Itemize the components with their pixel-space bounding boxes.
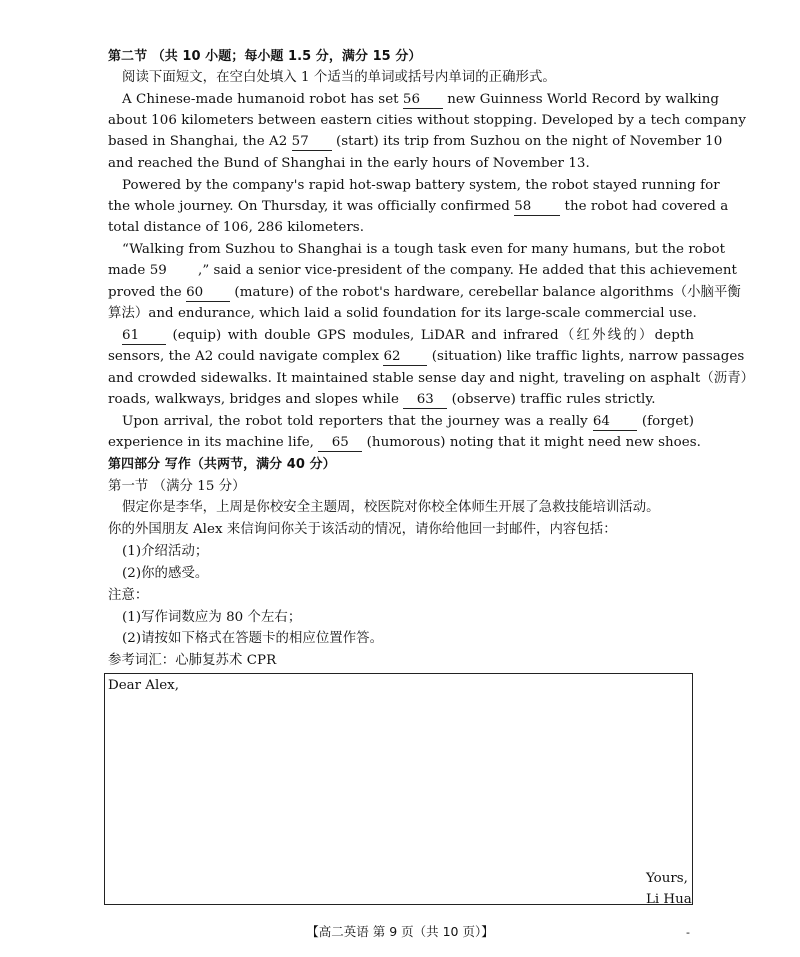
- note-item: (1)写作词数应为 80 个左右；: [122, 610, 302, 625]
- passage-text: ,” said a senior vice-president of the company. He added that this achievement: [198, 263, 737, 278]
- passage-text: the robot had covered a: [564, 199, 729, 214]
- blank-63: 63: [403, 392, 447, 409]
- passage-text: A Chinese-made humanoid robot has set: [122, 92, 399, 107]
- blank-59: 59: [149, 263, 167, 278]
- passage-text: (observe) traffic rules strictly.: [451, 392, 656, 407]
- letter-bottom-rule: [104, 904, 692, 905]
- section-instruction: 阅读下面短文，在空白处填入 1 个适当的单词或括号内单词的正确形式。: [122, 70, 556, 85]
- blank-58: 58: [514, 199, 560, 216]
- passage-text: the whole journey. On Thursday, it was officially confirmed: [108, 199, 510, 214]
- passage-line: [122, 90, 720, 110]
- passage-text: made: [108, 263, 146, 278]
- passage-text: (start) its trip from Suzhou on the night of November 10: [335, 134, 723, 149]
- passage-text: (mature) of the robot's hardware, cerebellar balance algorithms（小脑平衡: [234, 285, 741, 300]
- letter-greeting: Dear Alex,: [108, 678, 179, 693]
- passage-line: [108, 132, 723, 152]
- passage-text: (humorous) noting that it might need new shoes.: [366, 435, 701, 450]
- blank-62: 62: [383, 349, 427, 366]
- passage-line: 算法）and endurance, which laid a solid foundation for its large-scale commercial use.: [108, 306, 697, 321]
- passage-text: new Guinness World Record by walking: [447, 92, 720, 107]
- writing-prompt: 你的外国朋友 Alex 来信询问你关于该活动的情况，请你给他回一封邮件，内容包括：: [108, 522, 617, 537]
- blank-64: 64: [593, 414, 637, 431]
- blank-61: 61: [122, 328, 166, 345]
- passage-text: proved the: [108, 285, 182, 300]
- blank-65: 65: [318, 435, 362, 452]
- passage-line: about 106 kilometers between eastern cities without stopping. Developed by a tech company: [108, 113, 746, 128]
- passage-line: and reached the Bund of Shanghai in the early hours of November 13.: [108, 156, 590, 171]
- letter-answer-box: [104, 673, 693, 905]
- passage-line: and crowded sidewalks. It maintained stable sense day and night, traveling on asphalt（沥青）: [108, 371, 755, 386]
- passage-line: [108, 197, 729, 217]
- passage-text: roads, walkways, bridges and slopes while: [108, 392, 399, 407]
- part-title: 第四部分 写作（共两节，满分 40 分）: [108, 457, 336, 472]
- page-footer: 【高二英语 第 9 页（共 10 页）】: [306, 924, 494, 939]
- passage-line: [108, 347, 745, 367]
- passage-line: [108, 261, 737, 281]
- blank-56: 56: [403, 92, 443, 109]
- note-item: (2)请按如下格式在答题卡的相应位置作答。: [122, 631, 384, 646]
- blank-60: 60: [186, 285, 230, 302]
- passage-text: based in Shanghai, the A2: [108, 134, 288, 149]
- content-item: (2)你的感受。: [122, 566, 209, 581]
- passage-line: Powered by the company's rapid hot-swap battery system, the robot stayed running for: [122, 178, 720, 193]
- blank-57: 57: [292, 134, 332, 151]
- passage-line: [122, 412, 694, 432]
- section-title: 第二节 （共 10 小题；每小题 1.5 分，满分 15 分）: [108, 49, 422, 64]
- corner-mark: -: [686, 926, 690, 939]
- passage-line: [122, 326, 694, 346]
- passage-line: total distance of 106, 286 kilometers.: [108, 220, 365, 235]
- passage-text: Upon arrival, the robot told reporters that the journey was a really: [122, 414, 588, 429]
- note-title: 注意：: [108, 588, 149, 603]
- passage-text: (equip) with double GPS modules, LiDAR and infrared（红外线的）depth: [172, 328, 694, 343]
- passage-text: sensors, the A2 could navigate complex: [108, 349, 380, 364]
- passage-text: experience in its machine life,: [108, 435, 314, 450]
- letter-signature: Li Hua: [646, 892, 692, 907]
- passage-text: (forget): [641, 414, 695, 429]
- vocabulary-hint: 参考词汇：心肺复苏术 CPR: [108, 653, 277, 668]
- passage-line: [108, 433, 701, 453]
- writing-prompt: 假定你是李华，上周是你校安全主题周，校医院对你校全体师生开展了急救技能培训活动。: [122, 500, 660, 515]
- content-item: (1)介绍活动；: [122, 544, 209, 559]
- passage-line: [108, 283, 741, 303]
- passage-line: “Walking from Suzhou to Shanghai is a tough task even for many humans, but the robot: [122, 242, 726, 257]
- passage-text: (situation) like traffic lights, narrow passages: [431, 349, 745, 364]
- letter-closing: Yours,: [646, 871, 688, 886]
- subsection-title: 第一节 （满分 15 分）: [108, 479, 246, 494]
- passage-line: [108, 390, 694, 410]
